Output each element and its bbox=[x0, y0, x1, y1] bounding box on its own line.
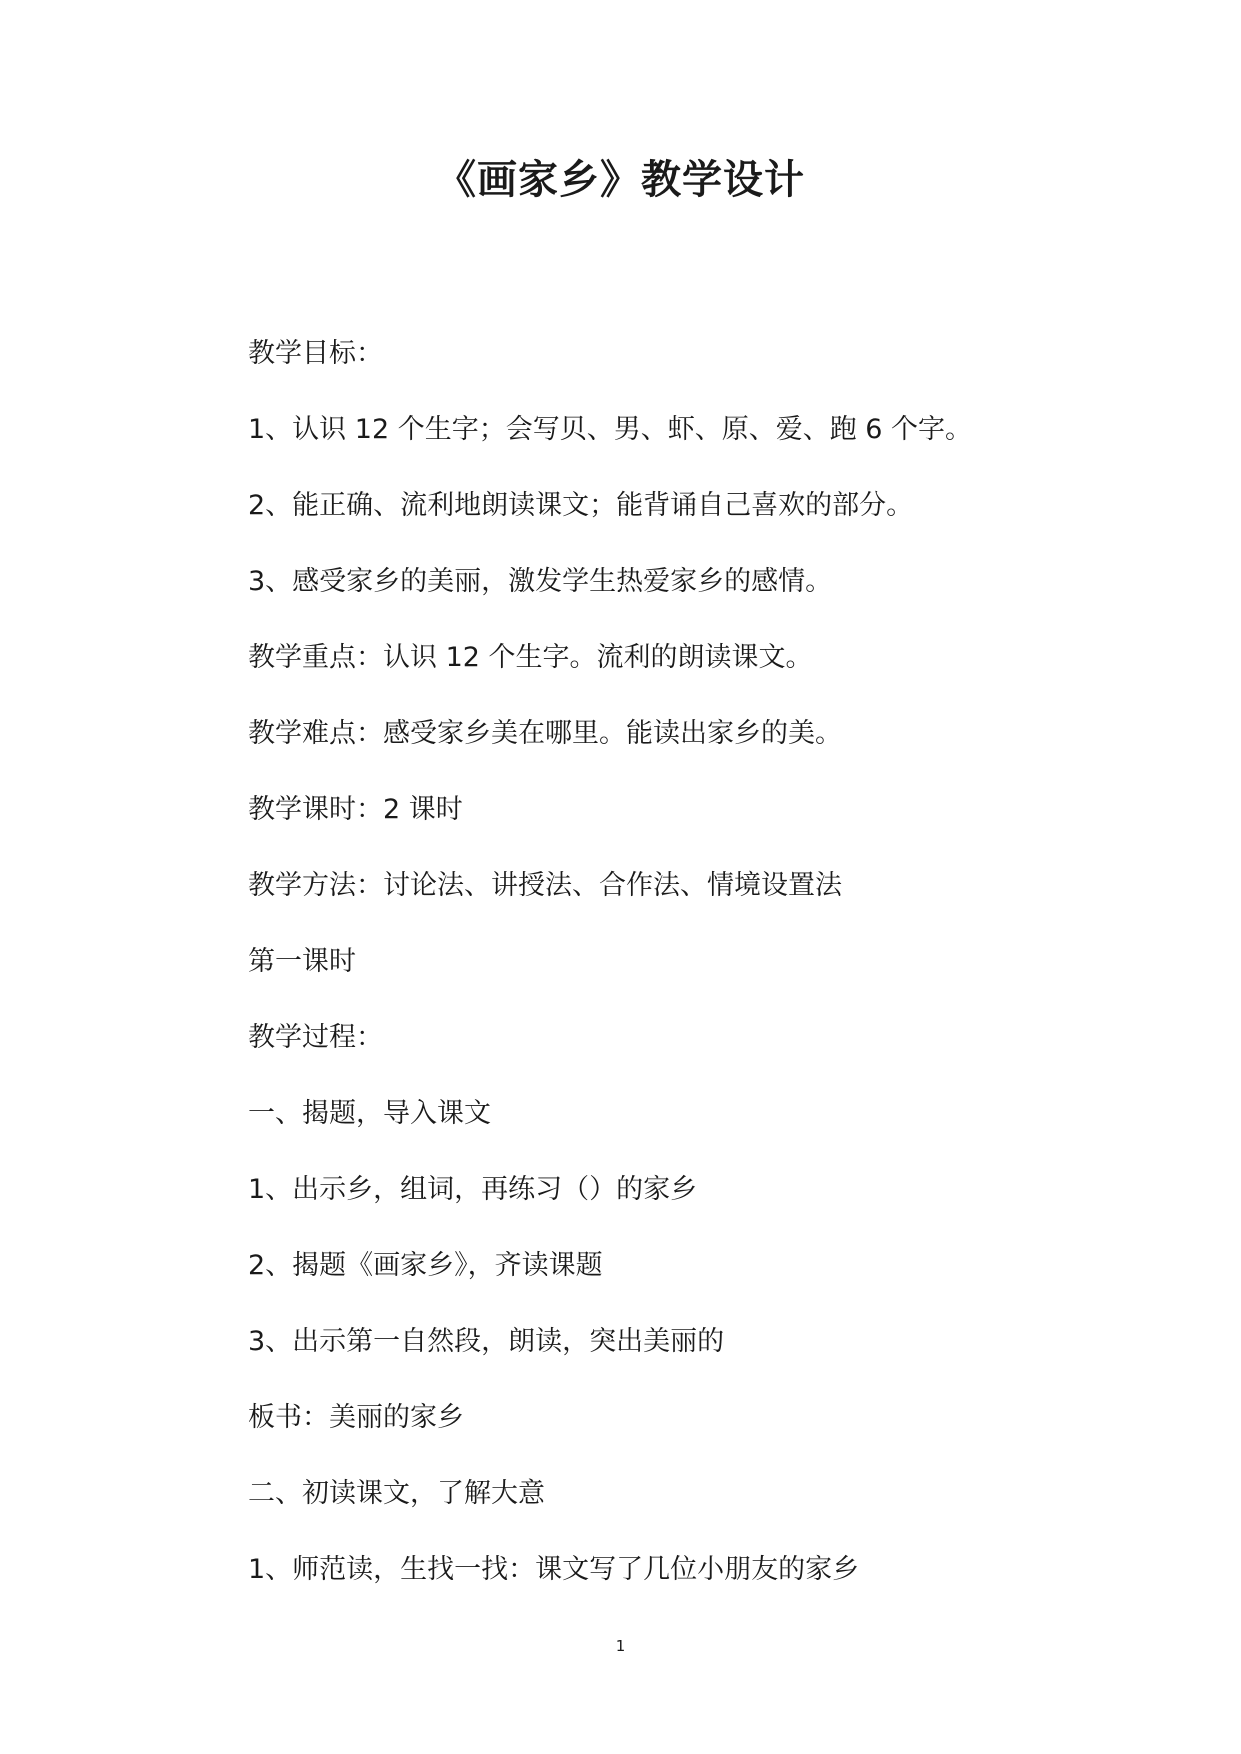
page-number: 1 bbox=[615, 1637, 626, 1655]
step-item: 2、揭题《画家乡》，齐读课题 bbox=[248, 1250, 603, 1281]
step-item: 3、出示第一自然段，朗读，突出美丽的 bbox=[248, 1326, 725, 1357]
blackboard-note: 板书：美丽的家乡 bbox=[248, 1402, 464, 1433]
page-title: 《画家乡》教学设计 bbox=[436, 157, 805, 203]
key-points: 教学重点：认识 12 个生字。流利的朗读课文。 bbox=[248, 642, 813, 673]
step-item: 1、师范读，生找一找：课文写了几位小朋友的家乡 bbox=[248, 1554, 860, 1585]
class-hours: 教学课时：2 课时 bbox=[248, 794, 463, 825]
teaching-methods: 教学方法：讨论法、讲授法、合作法、情境设置法 bbox=[248, 870, 842, 901]
section-heading-process: 教学过程： bbox=[248, 1022, 383, 1053]
step-item: 1、出示乡，组词，再练习（）的家乡 bbox=[248, 1174, 698, 1205]
document-body bbox=[248, 330, 1128, 1622]
step-heading: 二、初读课文，了解大意 bbox=[248, 1478, 545, 1509]
difficult-points: 教学难点：感受家乡美在哪里。能读出家乡的美。 bbox=[248, 718, 842, 749]
objective-item: 2、能正确、流利地朗读课文；能背诵自己喜欢的部分。 bbox=[248, 490, 914, 521]
objective-item: 3、感受家乡的美丽，激发学生热爱家乡的感情。 bbox=[248, 566, 833, 597]
step-heading: 一、揭题，导入课文 bbox=[248, 1098, 491, 1129]
objective-item: 1、认识 12 个生字；会写贝、男、虾、原、爱、跑 6 个字。 bbox=[248, 414, 973, 445]
section-heading-objectives: 教学目标： bbox=[248, 338, 383, 369]
lesson-heading: 第一课时 bbox=[248, 946, 356, 977]
